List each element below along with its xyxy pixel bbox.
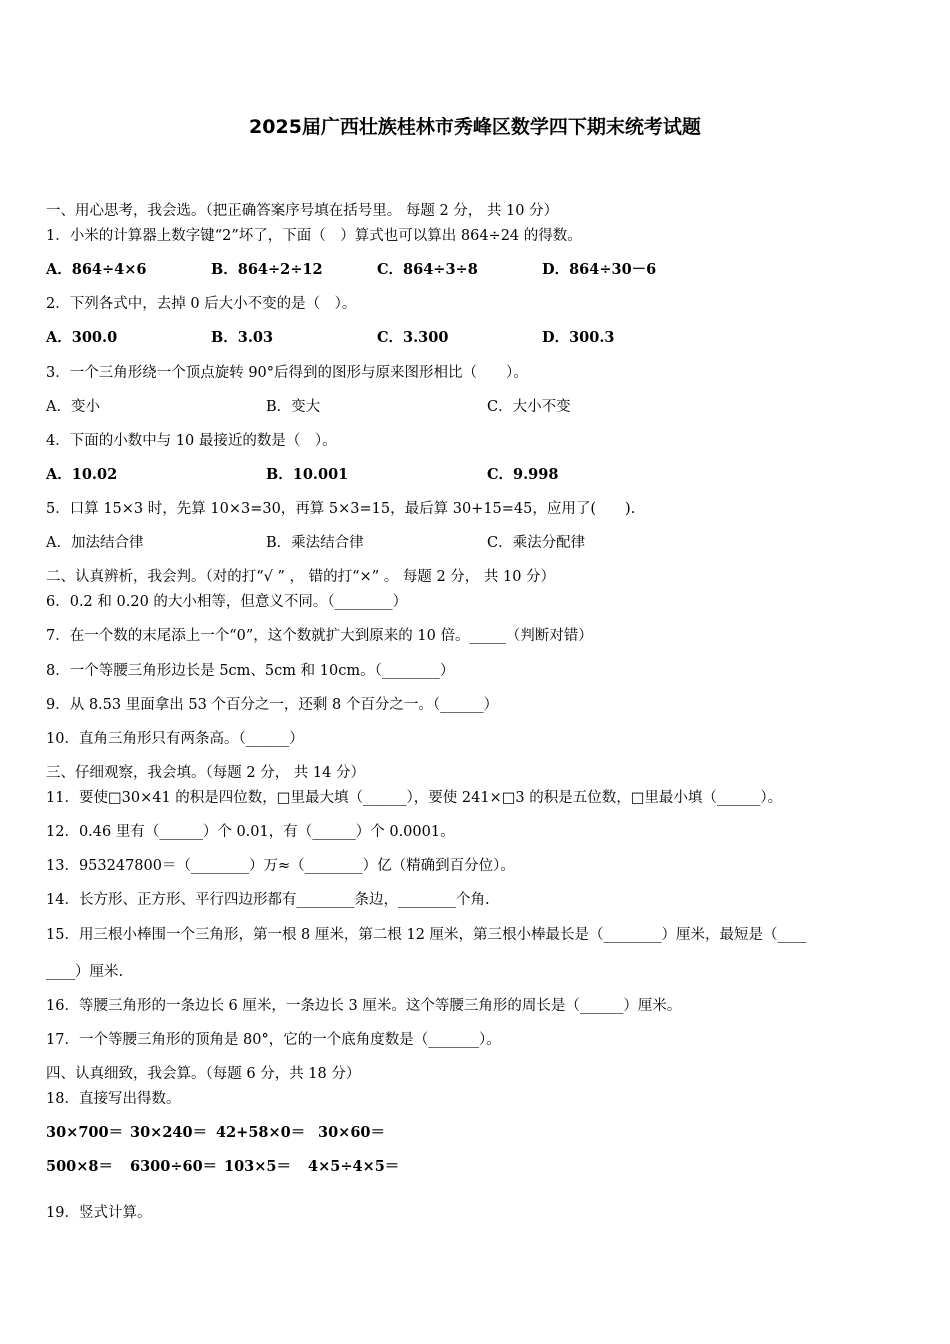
page-title: 2025届广西壮族桂林市秀峰区数学四下期末统考试题 [249, 116, 701, 138]
question-11: 11．要使□30×41 的积是四位数，□里最大填（______），要使 241×□3 的积是五位数，□里最小填（______）。 [46, 790, 783, 806]
section-heading-2: 二、认真辨析，我会判。（对的打“√ ” ， 错的打“×” 。 每题 2 分， 共 10 分） [46, 569, 556, 585]
question-14: 14．长方形、正方形、平行四边形都有________条边，________个角. [46, 892, 490, 908]
calc-item: 103×5＝ [224, 1158, 292, 1175]
question-2: 2．下列各式中，去掉 0 后大小不变的是（ ）。 [46, 296, 357, 312]
calc-item: 30×60＝ [318, 1124, 386, 1141]
calc-item: 4×5÷4×5＝ [308, 1158, 400, 1175]
question-18: 18．直接写出得数。 [46, 1091, 181, 1107]
question-19: 19．竖式计算。 [46, 1205, 152, 1221]
option-a: A．864÷4×6 [46, 261, 147, 278]
question-10: 10．直角三角形只有两条高。（______） [46, 731, 304, 747]
question-7: 7．在一个数的末尾添上一个“0”，这个数就扩大到原来的 10 倍。_____（判断对错） [46, 628, 593, 644]
question-9: 9．从 8.53 里面拿出 53 个百分之一，还剩 8 个百分之一。（______） [46, 697, 499, 713]
question-4: 4．下面的小数中与 10 最接近的数是（ ）。 [46, 433, 337, 449]
option-c: C．大小不变 [487, 399, 571, 415]
option-d: D．300.3 [542, 329, 615, 346]
question-15: 15．用三根小棒围一个三角形，第一根 8 厘米，第二根 12 厘米，第三根小棒最长是（________）厘米，最短是（____ [46, 927, 807, 943]
calc-item: 30×700＝ [46, 1124, 124, 1141]
question-3: 3．一个三角形绕一个顶点旋转 90°后得到的图形与原来图形相比（ ）。 [46, 365, 528, 381]
option-b: B．3.03 [211, 329, 274, 346]
question-5: 5．口算 15×3 时，先算 10×3=30，再算 5×3=15，最后算 30+15=45，应用了( ). [46, 501, 636, 517]
calc-item: 42+58×0＝ [216, 1124, 306, 1141]
section-heading-4: 四、认真细致，我会算。（每题 6 分，共 18 分） [46, 1066, 361, 1082]
question-8: 8．一个等腰三角形边长是 5cm、5cm 和 10cm。（________） [46, 663, 455, 679]
option-c: C．3.300 [377, 329, 449, 346]
calc-item: 500×8＝ [46, 1158, 114, 1175]
question-13: 13．953247800＝（________）万≈（________）亿（精确到百分位）。 [46, 858, 515, 874]
section-heading-3: 三、仔细观察，我会填。（每题 2 分， 共 14 分） [46, 765, 365, 781]
question-6: 6．0.2 和 0.20 的大小相等，但意义不同。（________） [46, 594, 408, 610]
option-a: A．加法结合律 [46, 535, 144, 551]
option-b: B．864÷2÷12 [211, 261, 323, 278]
question-1: 1．小米的计算器上数字键“2”坏了，下面（ ）算式也可以算出 864÷24 的得数。 [46, 228, 582, 244]
option-a: A．300.0 [46, 329, 118, 346]
option-b: B．变大 [266, 399, 321, 415]
calc-item: 6300÷60＝ [130, 1158, 218, 1175]
option-c: C．9.998 [487, 466, 559, 483]
option-b: B．乘法结合律 [266, 535, 364, 551]
option-a: A．变小 [46, 399, 100, 415]
option-c: C．乘法分配律 [487, 535, 586, 551]
question-15-continued: ____）厘米. [46, 964, 124, 980]
section-heading-1: 一、用心思考，我会选。（把正确答案序号填在括号里。 每题 2 分， 共 10 分） [46, 203, 559, 219]
question-17: 17．一个等腰三角形的顶角是 80°，它的一个底角度数是（_______）。 [46, 1032, 501, 1048]
option-d: D．864÷30－6 [542, 261, 657, 278]
option-b: B．10.001 [266, 466, 349, 483]
question-16: 16．等腰三角形的一条边长 6 厘米，一条边长 3 厘米。这个等腰三角形的周长是（______）厘米。 [46, 998, 682, 1014]
option-a: A．10.02 [46, 466, 118, 483]
option-c: C．864÷3÷8 [377, 261, 478, 278]
calc-item: 30×240＝ [130, 1124, 208, 1141]
question-12: 12．0.46 里有（______）个 0.01，有（______）个 0.0001。 [46, 824, 455, 840]
